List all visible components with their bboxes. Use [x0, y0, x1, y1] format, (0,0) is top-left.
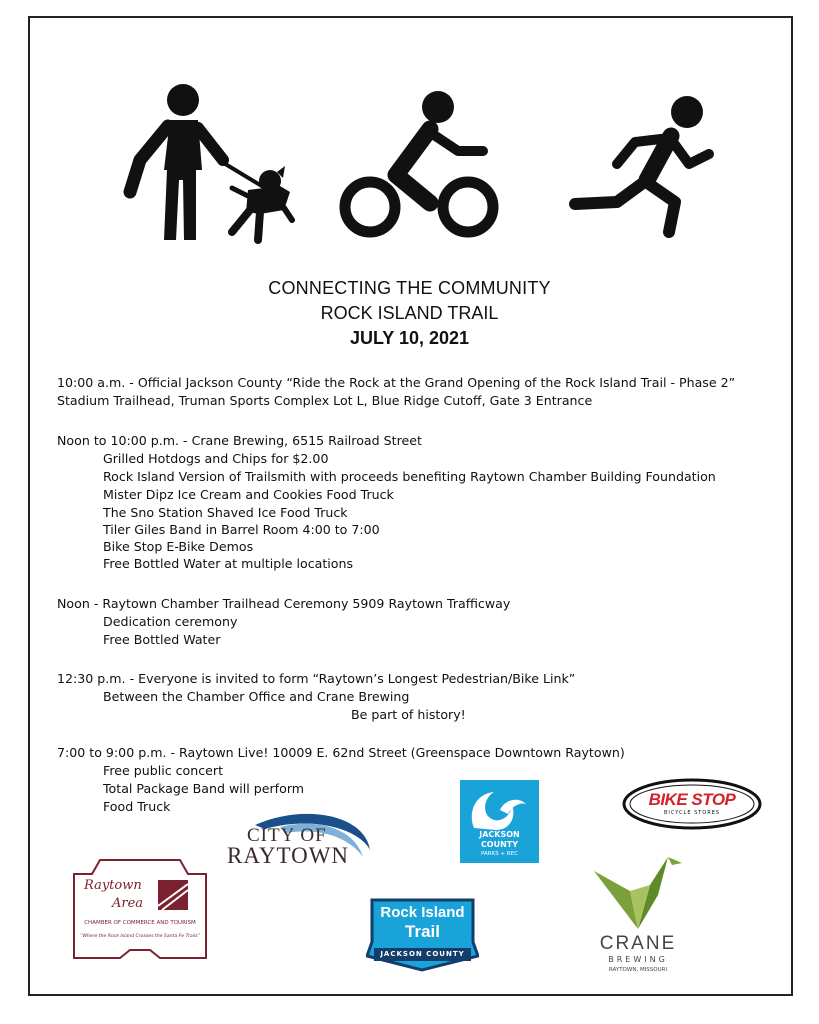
runner-icon: [565, 92, 720, 247]
rock-island-trail-logo: [366, 896, 479, 972]
event-2-item: Free Bottled Water at multiple locations: [103, 556, 354, 571]
rockisland-logo-line2: Trail: [405, 922, 440, 941]
event-1-location: Stadium Trailhead, Truman Sports Complex Lot L, Blue Ridge Cutoff, Gate 3 Entrance: [57, 393, 593, 408]
chamber-frame-icon: [70, 858, 210, 966]
bike-stop-logo: [622, 778, 762, 830]
event-4-line: 12:30 p.m. - Everyone is invited to form “Raytown’s Longest Pedestrian/Bike Link”: [57, 671, 576, 686]
event-2-item: Tiler Giles Band in Barrel Room 4:00 to 7:00: [103, 522, 380, 537]
crane-logo-line2: BREWING: [608, 955, 668, 964]
event-date: JULY 10, 2021: [349, 328, 470, 348]
cyclist-icon: [338, 85, 503, 245]
event-1-line: 10:00 a.m. - Official Jackson County “Ride the Rock at the Grand Opening of the Rock Island Trail - Phase 2”: [57, 375, 736, 390]
jackson-county-parks-logo: [460, 780, 539, 863]
event-2-item: Rock Island Version of Trailsmith with proceeds benefiting Raytown Chamber Building Foundation: [103, 469, 716, 484]
rockisland-logo-line3: JACKSON COUNTY: [380, 950, 465, 958]
event-4-tagline: Be part of history!: [351, 707, 466, 722]
event-4-item: Between the Chamber Office and Crane Brewing: [103, 689, 410, 704]
chamber-motto: “Where the Rock Island Crosses the Santa Fe Trails”: [79, 934, 201, 939]
city-of-raytown-logo: [225, 805, 375, 875]
event-2-item: Mister Dipz Ice Cream and Cookies Food Truck: [103, 487, 394, 502]
event-5-line: 7:00 to 9:00 p.m. - Raytown Live! 10009 E. 62nd Street (Greenspace Downtown Raytown): [57, 745, 625, 760]
city-logo-line2: RAYTOWN: [227, 843, 350, 868]
event-2-item: The Sno Station Shaved Ice Food Truck: [103, 505, 348, 520]
bikestop-tagline: BICYCLE STORES: [663, 810, 721, 816]
event-3-item: Dedication ceremony: [103, 614, 238, 629]
event-3-line: Noon - Raytown Chamber Trailhead Ceremony 5909 Raytown Trafficway: [57, 596, 511, 611]
event-5-item: Total Package Band will perform: [103, 781, 305, 796]
origami-crane-icon: [592, 855, 684, 931]
jackson-logo-line1: JACKSON: [479, 830, 520, 839]
event-5-item: Free public concert: [103, 763, 224, 778]
event-2-line: Noon to 10:00 p.m. - Crane Brewing, 6515 Railroad Street: [57, 433, 422, 448]
poster-title: CONNECTING THE COMMUNITY: [268, 278, 551, 298]
crane-logo-line1: CRANE: [599, 933, 677, 954]
chamber-logo-line2: Area: [112, 896, 144, 911]
bikestop-name: BIKE STOP: [648, 790, 736, 809]
event-2-item: Bike Stop E-Bike Demos: [103, 539, 254, 554]
raytown-chamber-logo: [70, 858, 210, 966]
wave-icon: [460, 784, 539, 834]
event-3-item: Free Bottled Water: [103, 632, 221, 647]
jackson-logo-line3: PARKS + REC: [481, 851, 518, 857]
crane-logo-line3: RAYTOWN, MISSOURI: [608, 967, 668, 973]
event-2-item: Grilled Hotdogs and Chips for $2.00: [103, 451, 329, 466]
crane-brewing-logo: [592, 855, 684, 981]
chamber-logo-line1: Raytown: [84, 878, 142, 893]
rockisland-logo-line1: Rock Island: [380, 904, 465, 921]
walker-with-dog-icon: [120, 80, 295, 245]
event-5-item: Food Truck: [103, 799, 171, 814]
city-logo-line1: CITY OF: [247, 825, 327, 846]
chamber-logo-line3: CHAMBER OF COMMERCE AND TOURISM: [84, 920, 196, 926]
jackson-logo-line2: COUNTY: [480, 840, 519, 849]
poster-subtitle: ROCK ISLAND TRAIL: [320, 303, 499, 323]
